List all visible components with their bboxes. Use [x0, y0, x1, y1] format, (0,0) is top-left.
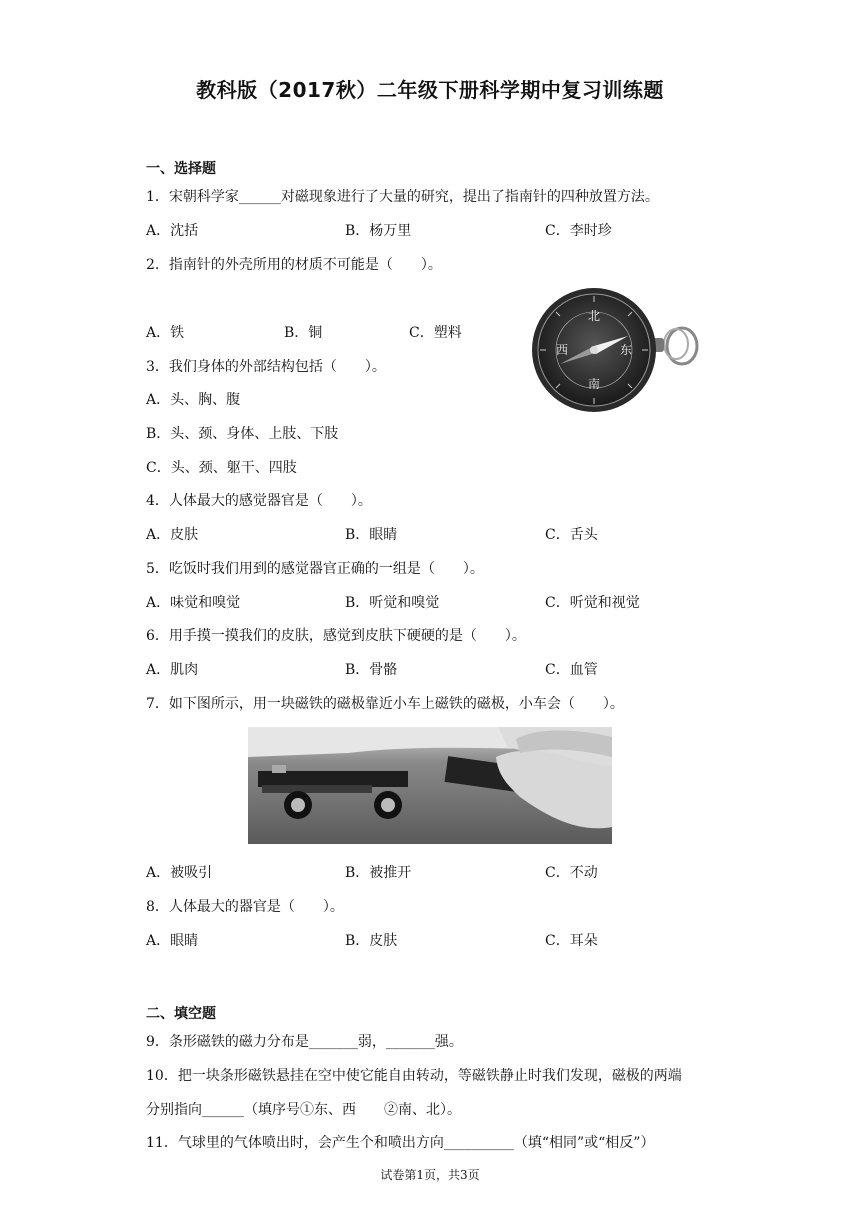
- q2-option-c: C．塑料: [409, 325, 462, 341]
- q1-option-c: C．李时珍: [545, 223, 612, 239]
- q6-option-c: C．血管: [545, 662, 598, 678]
- page-footer: 试卷第1页，共3页: [380, 1168, 480, 1182]
- q4-option-b: B．眼睛: [345, 527, 398, 543]
- q2-option-a: A．铁: [146, 325, 185, 341]
- q8-option-c: C．耳朵: [545, 933, 598, 949]
- q6-option-a: A．肌肉: [146, 662, 199, 678]
- q4-option-c: C．舌头: [545, 527, 598, 543]
- compass-west-label: 西: [555, 343, 569, 357]
- question-9: 9．条形磁铁的磁力分布是_______弱，_______强。: [146, 1034, 463, 1050]
- section-heading-choice: 一、选择题: [146, 161, 216, 177]
- q7-option-c: C．不动: [545, 865, 598, 881]
- q1-option-a: A．沈括: [146, 223, 199, 239]
- q5-option-a: A．味觉和嗅觉: [146, 595, 241, 611]
- magnet-car-photo: [248, 727, 612, 844]
- q2-option-b: B．铜: [284, 325, 323, 341]
- compass-east-label: 东: [619, 343, 633, 357]
- section-heading-fill: 二、填空题: [146, 1006, 216, 1022]
- q3-option-b: B．头、颈、身体、上肢、下肢: [146, 426, 339, 442]
- question-10-line-2: 分别指向______（填序号①东、西 ②南、北）。: [146, 1102, 461, 1118]
- question-3: 3．我们身体的外部结构包括（ ）。: [146, 359, 386, 375]
- question-5: 5．吃饭时我们用到的感觉器官正确的一组是（ ）。: [146, 561, 484, 577]
- q4-option-a: A．皮肤: [146, 527, 199, 543]
- q7-option-b: B．被推开: [345, 865, 412, 881]
- question-4: 4．人体最大的感觉器官是（ ）。: [146, 493, 372, 509]
- q5-option-c: C．听觉和视觉: [545, 595, 640, 611]
- compass-north-label: 北: [587, 309, 601, 323]
- q8-option-a: A．眼睛: [146, 933, 199, 949]
- q3-option-c: C．头、颈、躯干、四肢: [146, 460, 297, 476]
- question-1: 1．宋朝科学家______对磁现象进行了大量的研究，提出了指南针的四种放置方法。: [146, 189, 659, 205]
- q6-option-b: B．骨骼: [345, 662, 398, 678]
- q7-option-a: A．被吸引: [146, 865, 213, 881]
- question-11: 11．气球里的气体喷出时，会产生个和喷出方向__________（填“相同”或“相反”）: [146, 1135, 655, 1151]
- compass-image: [530, 288, 700, 420]
- question-7: 7．如下图所示，用一块磁铁的磁极靠近小车上磁铁的磁极，小车会（ ）。: [146, 696, 624, 712]
- q5-option-b: B．听觉和嗅觉: [345, 595, 440, 611]
- page-title: 教科版（2017秋）二年级下册科学期中复习训练题: [196, 78, 664, 102]
- question-6: 6．用手摸一摸我们的皮肤，感觉到皮肤下硬硬的是（ ）。: [146, 628, 526, 644]
- q1-option-b: B．杨万里: [345, 223, 412, 239]
- q3-option-a: A．头、胸、腹: [146, 392, 241, 408]
- question-10-line-1: 10．把一块条形磁铁悬挂在空中使它能自由转动，等磁铁静止时我们发现，磁极的两端: [146, 1068, 682, 1084]
- question-2: 2．指南针的外壳所用的材质不可能是（ ）。: [146, 257, 442, 273]
- q8-option-b: B．皮肤: [345, 933, 398, 949]
- compass-south-label: 南: [587, 377, 601, 391]
- question-8: 8．人体最大的器官是（ ）。: [146, 899, 344, 915]
